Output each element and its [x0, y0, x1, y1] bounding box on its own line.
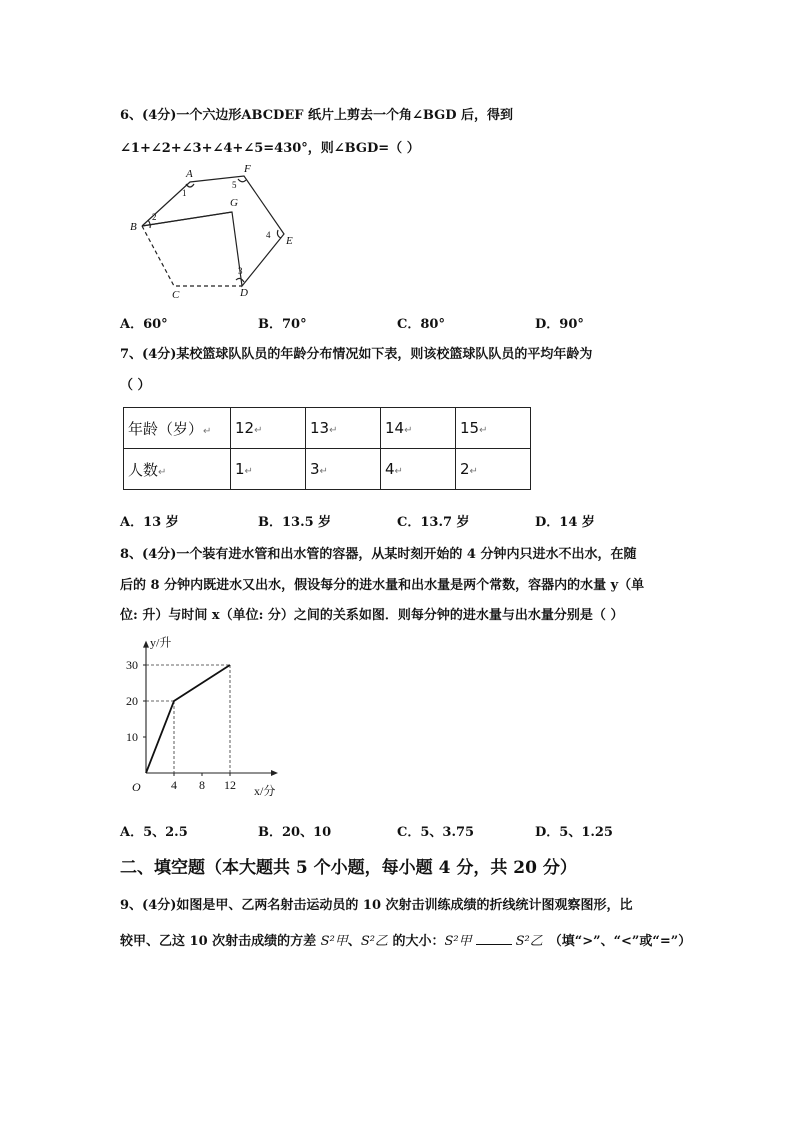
x-tick-label: 4: [171, 778, 177, 792]
hexagon-figure: [126, 162, 296, 302]
label-G: G: [230, 197, 238, 209]
table-cell: 年龄（岁）: [128, 419, 204, 438]
table-cell: 13: [310, 419, 330, 437]
table-cell: 3: [310, 460, 320, 478]
q7-option-b[interactable]: B．13.5 岁: [258, 515, 332, 530]
q8-option-a[interactable]: A．5、2.5: [120, 825, 188, 840]
variance-yi: S²乙: [360, 934, 388, 949]
q7-line2: （ ）: [120, 378, 151, 393]
q6-option-b[interactable]: B．70°: [258, 317, 307, 332]
q9-sep: 、: [347, 934, 361, 949]
y-tick-label: 30: [126, 658, 138, 672]
y-tick-label: 10: [126, 730, 138, 744]
para-mark: ↵: [158, 466, 167, 478]
table-row: [124, 408, 531, 449]
label-E: E: [286, 235, 293, 247]
q8-line3: 位: 升）与时间 x（单位: 分）之间的关系如图．则每分钟的进水量与出水量分别是（ ）: [120, 608, 624, 623]
label-C: C: [172, 289, 180, 301]
table-cell: 人数: [128, 460, 159, 479]
y-axis-arrow: [143, 641, 149, 648]
table-cell: 15: [460, 419, 480, 437]
answer-blank[interactable]: [476, 932, 512, 945]
table-cell: 14: [385, 419, 405, 437]
para-mark: ↵: [203, 425, 212, 437]
x-tick-label: 12: [224, 778, 236, 792]
angle-5: 5: [232, 180, 237, 190]
q9-line2: [120, 930, 691, 949]
q7-option-c[interactable]: C．13.7 岁: [397, 515, 470, 530]
x-tick-label: 8: [199, 778, 205, 792]
para-mark: ↵: [404, 425, 413, 436]
y-tick-label: 20: [126, 694, 138, 708]
series-line: [146, 665, 230, 773]
q8-option-d[interactable]: D．5、1.25: [535, 825, 613, 840]
angle-4: 4: [266, 230, 271, 240]
label-A: A: [186, 168, 193, 180]
q7-line1: 7、(4分)某校篮球队队员的年龄分布情况如下表，则该校篮球队队员的平均年龄为: [120, 347, 593, 362]
para-mark: ↵: [319, 466, 328, 477]
para-mark: ↵: [394, 466, 403, 477]
para-mark: ↵: [254, 425, 263, 436]
table-cell: 2: [460, 460, 470, 478]
x-axis-arrow: [271, 770, 278, 776]
para-mark: ↵: [479, 425, 488, 436]
angle-2: 2: [152, 212, 157, 222]
para-mark: ↵: [469, 466, 478, 477]
label-D: D: [240, 287, 248, 299]
q9-text-a: 较甲、乙这 10 次射击成绩的方差: [120, 934, 321, 949]
q6-option-d[interactable]: D．90°: [535, 317, 584, 332]
q8-line1: 8、(4分)一个装有进水管和出水管的容器，从某时刻开始的 4 分钟内只进水不出水，在随: [120, 547, 637, 562]
label-F: F: [244, 163, 251, 175]
y-axis-label: y/升: [150, 635, 172, 650]
q9-text-b: 的大小：: [387, 934, 445, 949]
q6-option-c[interactable]: C．80°: [397, 317, 445, 332]
variance-yi-2: S²乙: [515, 934, 543, 949]
age-table: [123, 407, 531, 490]
x-axis-label: x/分: [254, 784, 276, 798]
para-mark: ↵: [329, 425, 338, 436]
angle-1: 1: [182, 188, 187, 198]
water-volume-chart: [118, 630, 276, 802]
origin-label: O: [132, 780, 141, 794]
q8-option-c[interactable]: C．5、3.75: [397, 825, 475, 840]
hexagon-dashed-edges: [142, 226, 242, 286]
q7-option-a[interactable]: A．13 岁: [120, 515, 179, 530]
label-B: B: [130, 221, 137, 233]
q6-line1: 6、(4分)一个六边形ABCDEF 纸片上剪去一个角∠BGD 后，得到: [120, 108, 514, 123]
q8-option-b[interactable]: B．20、10: [258, 825, 332, 840]
q6-option-a[interactable]: A．60°: [120, 317, 168, 332]
variance-jia-2: S²甲: [444, 934, 472, 949]
q6-line2: ∠1+∠2+∠3+∠4+∠5=430°，则∠BGD=（ ）: [120, 141, 420, 156]
section-title: 二、填空题（本大题共 5 个小题，每小题 4 分，共 20 分）: [120, 858, 577, 878]
table-row: [124, 449, 531, 490]
para-mark: ↵: [244, 466, 253, 477]
q8-line2: 后的 8 分钟内既进水又出水，假设每分的进水量和出水量是两个常数，容器内的水量 y（单: [120, 578, 645, 593]
hexagon-solid-edges: [142, 176, 284, 286]
variance-jia: S²甲: [320, 934, 348, 949]
table-cell: 12: [235, 419, 255, 437]
q9-line1: 9、(4分)如图是甲、乙两名射击运动员的 10 次射击训练成绩的折线统计图观察图形，比: [120, 898, 633, 913]
angle-3: 3: [238, 266, 243, 276]
table-cell: 1: [235, 460, 245, 478]
q9-text-c: （填“>”、“<”或“=”）: [548, 934, 692, 949]
table-cell: 4: [385, 460, 395, 478]
q7-option-d[interactable]: D．14 岁: [535, 515, 595, 530]
